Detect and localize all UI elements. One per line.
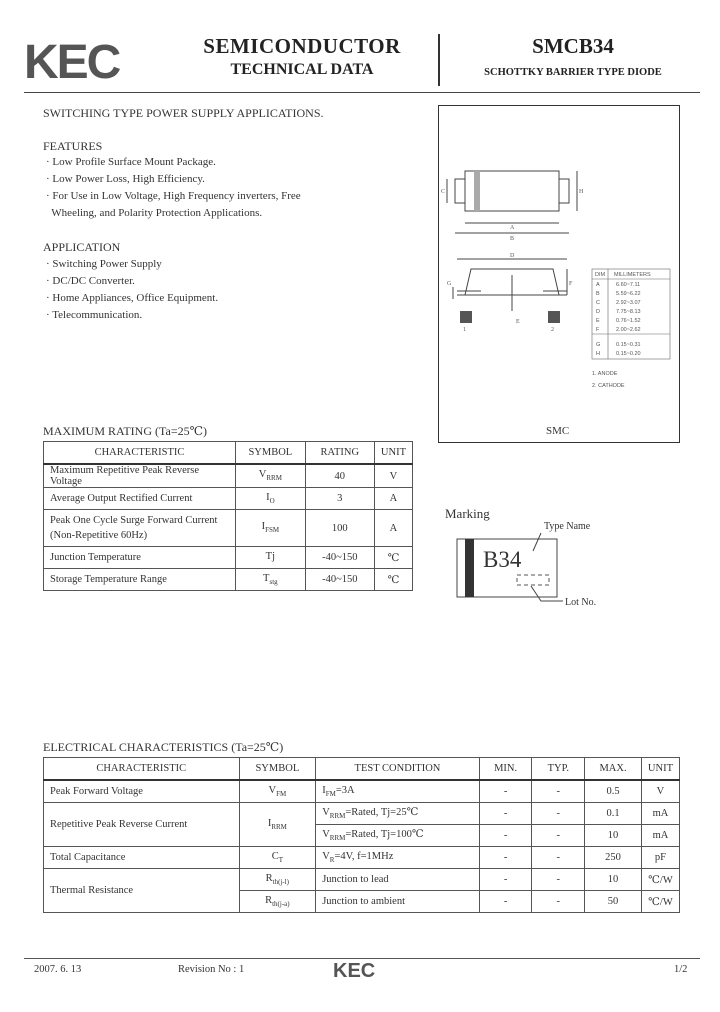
cell-condition: Junction to ambient xyxy=(316,891,480,913)
max-rating-table xyxy=(43,441,413,591)
cell-symbol: $V_{RRM}$ xyxy=(236,464,306,488)
feature-item: · Low Profile Surface Mount Package. xyxy=(46,156,216,168)
dim-label: H xyxy=(579,189,584,195)
cell-max: 50 xyxy=(585,891,642,913)
table-row xyxy=(44,464,413,488)
table-header-row xyxy=(44,758,680,781)
header-title: SEMICONDUCTOR xyxy=(203,34,401,58)
package-right-lead xyxy=(559,179,569,203)
cell-min: - xyxy=(479,803,532,825)
dim-label: C xyxy=(441,189,446,195)
cell-characteristic: Average Output Rectified Current xyxy=(44,488,236,510)
lot-number-leader xyxy=(531,586,563,601)
electrical-title: ELECTRICAL CHARACTERISTICS (Ta=25℃) xyxy=(43,740,284,754)
dim-label: F xyxy=(569,281,573,287)
kec-logo-text: KEC xyxy=(24,40,120,82)
cell-symbol: $R_{th(j-l)}$ xyxy=(239,869,316,891)
marking-cathode-band xyxy=(465,539,474,597)
cell-symbol: $C_T$ xyxy=(239,847,316,869)
cell-max: 10 xyxy=(585,825,642,847)
cell-condition: $V_{RRM}=Rated$, Tj=100℃ xyxy=(316,825,480,847)
cell-unit: mA xyxy=(641,803,679,825)
cell-condition: $V_R=4V$, f=1MHz xyxy=(316,847,480,869)
col-header: RATING xyxy=(305,442,374,465)
dim-table-cell: 0.15~0.20 xyxy=(616,351,641,357)
col-header: CHARACTERISTIC xyxy=(44,758,240,781)
cell-unit: ℃/W xyxy=(641,891,679,913)
col-header: SYMBOL xyxy=(239,758,316,781)
features-heading: FEATURES xyxy=(43,139,103,153)
dim-table-cell: A xyxy=(596,282,600,288)
cell-characteristic: Repetitive Peak Reverse Current xyxy=(44,803,240,847)
cell-characteristic: Junction Temperature xyxy=(44,547,236,569)
col-header: TYP. xyxy=(532,758,585,781)
header-rule xyxy=(24,92,700,93)
application-item: · DC/DC Converter. xyxy=(46,275,135,287)
dim-table-header: MILLIMETERS xyxy=(614,272,651,278)
cell-max: 0.1 xyxy=(585,803,642,825)
footer-page: 1/2 xyxy=(674,964,688,975)
electrical-table xyxy=(43,757,680,913)
col-header: UNIT xyxy=(641,758,679,781)
footer-rule xyxy=(24,958,700,959)
table-row xyxy=(44,847,680,869)
dim-table-cell: H xyxy=(596,351,600,357)
dim-label: G xyxy=(447,281,452,287)
package-drawing xyxy=(438,105,680,443)
cell-symbol: $V_{FM}$ xyxy=(239,780,316,803)
cell-symbol: $I_{FSM}$ xyxy=(236,510,306,547)
dim-table-cell: 0.15~0.31 xyxy=(616,342,641,348)
cell-symbol: $T_{stg}$ xyxy=(236,569,306,591)
dim-table-cell: 2.00~2.62 xyxy=(616,327,641,333)
dim-label: E xyxy=(516,319,520,325)
cell-characteristic: Peak Forward Voltage xyxy=(44,780,240,803)
cell-characteristic: Peak One Cycle Surge Forward Current (Non-Repetitive 60Hz) xyxy=(44,510,236,547)
cell-typ: - xyxy=(532,869,585,891)
cathode-band xyxy=(474,171,480,211)
col-header: MIN. xyxy=(479,758,532,781)
dim-label: A xyxy=(510,225,515,231)
cell-characteristic: Total Capacitance xyxy=(44,847,240,869)
package-name: SMC xyxy=(546,425,570,437)
cell-unit: A xyxy=(374,488,412,510)
dim-table-cell: G xyxy=(596,342,601,348)
cell-max: 250 xyxy=(585,847,642,869)
header-subtitle: TECHNICAL DATA xyxy=(230,61,374,78)
cell-rating: -40~150 xyxy=(305,547,374,569)
cell-symbol: $I_{RRM}$ xyxy=(239,803,316,847)
type-name-leader xyxy=(533,533,541,551)
applications-heading: SWITCHING TYPE POWER SUPPLY APPLICATIONS. xyxy=(43,106,324,120)
part-number: SMCB34 xyxy=(532,34,614,58)
cell-max: 0.5 xyxy=(585,780,642,803)
dim-table-cell: B xyxy=(596,291,600,297)
dim-table-cell: 5.59~6.22 xyxy=(616,291,641,297)
max-rating-title: MAXIMUM RATING (Ta=25℃) xyxy=(43,424,208,438)
application-item: · Home Appliances, Office Equipment. xyxy=(46,292,219,304)
footer-revision: Revision No : 1 xyxy=(178,964,245,975)
marking-type-code: B34 xyxy=(483,547,522,572)
cell-typ: - xyxy=(532,825,585,847)
footer-date: 2007. 6. 13 xyxy=(34,964,82,975)
application-item: · Switching Power Supply xyxy=(46,258,162,270)
dim-table-cell: 7.75~8.13 xyxy=(616,309,641,315)
dim-table-cell: 6.60~7.11 xyxy=(616,282,641,288)
dim-table-header: DIM xyxy=(595,272,606,278)
pin-number: 1 xyxy=(463,327,466,333)
pad-2 xyxy=(548,311,560,323)
cell-condition: Junction to lead xyxy=(316,869,480,891)
cell-symbol: Tj xyxy=(236,547,306,569)
cell-symbol: $R_{th(j-a)}$ xyxy=(239,891,316,913)
cell-unit: A xyxy=(374,510,412,547)
cell-min: - xyxy=(479,869,532,891)
cell-min: - xyxy=(479,891,532,913)
pin-description: 1. ANODE xyxy=(592,371,618,377)
table-header-row xyxy=(44,442,413,465)
cell-min: - xyxy=(479,847,532,869)
cell-unit: ℃ xyxy=(374,547,412,569)
table-row xyxy=(44,488,413,510)
part-description: SCHOTTKY BARRIER TYPE DIODE xyxy=(484,67,662,78)
cell-rating: 40 xyxy=(305,464,374,488)
header-separator xyxy=(438,34,440,86)
col-header: UNIT xyxy=(374,442,412,465)
dim-label: B xyxy=(510,236,515,242)
cell-unit: mA xyxy=(641,825,679,847)
feature-item: · For Use in Low Voltage, High Frequency inverters, Free xyxy=(46,190,301,202)
col-header: CHARACTERISTIC xyxy=(44,442,236,465)
marking-drawing xyxy=(445,515,615,615)
application-item: · Telecommunication. xyxy=(46,309,143,321)
pin-number: 2 xyxy=(551,327,554,333)
cell-typ: - xyxy=(532,847,585,869)
kec-logo xyxy=(24,40,139,82)
pad-1 xyxy=(460,311,472,323)
cell-characteristic: Storage Temperature Range xyxy=(44,569,236,591)
package-left-lead xyxy=(455,179,465,203)
lot-number-box xyxy=(517,575,549,585)
table-row xyxy=(44,569,413,591)
cell-max: 10 xyxy=(585,869,642,891)
cell-characteristic: Maximum Repetitive Peak Reverse Voltage xyxy=(44,464,236,488)
dim-table-cell: F xyxy=(596,327,600,333)
cell-min: - xyxy=(479,825,532,847)
footer-kec-logo xyxy=(333,961,389,979)
dim-label: D xyxy=(510,253,515,259)
dim-table-cell: 0.76~1.52 xyxy=(616,318,641,324)
table-row xyxy=(44,869,680,891)
table-row xyxy=(44,547,413,569)
type-name-label: Type Name xyxy=(544,521,591,532)
cell-rating: 3 xyxy=(305,488,374,510)
cell-unit: V xyxy=(641,780,679,803)
pin-description: 2. CATHODE xyxy=(592,383,625,389)
marking-title: Marking xyxy=(445,506,490,521)
table-row xyxy=(44,510,413,547)
dim-table-cell: E xyxy=(596,318,600,324)
cell-rating: -40~150 xyxy=(305,569,374,591)
cell-typ: - xyxy=(532,780,585,803)
cell-symbol: $I_O$ xyxy=(236,488,306,510)
col-header: MAX. xyxy=(585,758,642,781)
table-row xyxy=(44,780,680,803)
lot-number-label: Lot No. xyxy=(565,597,597,608)
application-heading: APPLICATION xyxy=(43,240,121,254)
cell-condition: $V_{RRM}=Rated$, Tj=25℃ xyxy=(316,803,480,825)
col-header: TEST CONDITION xyxy=(316,758,480,781)
cell-condition: $I_{FM}=3A$ xyxy=(316,780,480,803)
dim-table-cell: D xyxy=(596,309,600,315)
dim-table-cell: 2.92~3.07 xyxy=(616,300,641,306)
col-header: SYMBOL xyxy=(236,442,306,465)
cell-unit: ℃/W xyxy=(641,869,679,891)
cell-rating: 100 xyxy=(305,510,374,547)
cell-typ: - xyxy=(532,891,585,913)
footer-kec-logo-text: KEC xyxy=(333,961,376,979)
cell-unit: pF xyxy=(641,847,679,869)
feature-item: · Low Power Loss, High Efficiency. xyxy=(46,173,205,185)
cell-unit: V xyxy=(374,464,412,488)
cell-unit: ℃ xyxy=(374,569,412,591)
dim-table-cell: C xyxy=(596,300,600,306)
table-row xyxy=(44,803,680,825)
cell-characteristic: Thermal Resistance xyxy=(44,869,240,913)
cell-typ: - xyxy=(532,803,585,825)
cell-min: - xyxy=(479,780,532,803)
feature-item: Wheeling, and Polarity Protection Applications. xyxy=(46,207,263,219)
